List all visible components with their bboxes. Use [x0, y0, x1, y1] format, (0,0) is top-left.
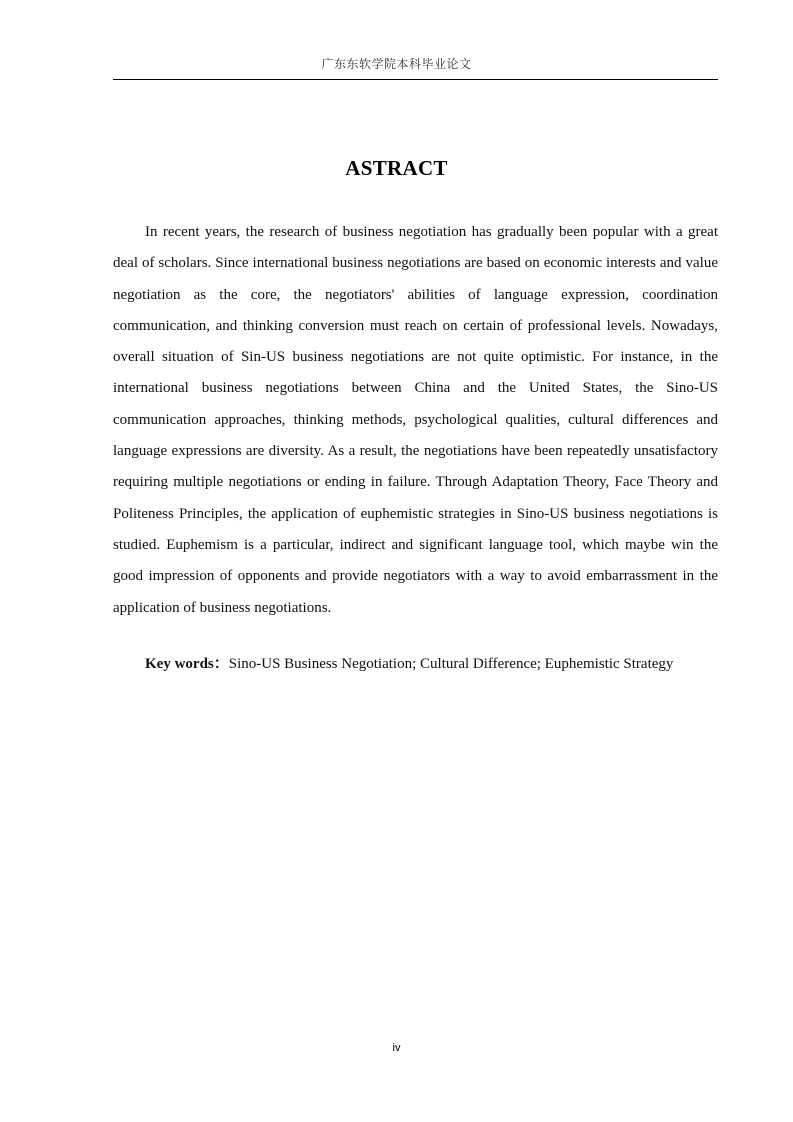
keywords-value: Sino-US Business Negotiation; Cultural Difference; Euphemistic Strategy — [228, 656, 674, 672]
header-divider — [113, 79, 718, 80]
running-header: 广东东软学院本科毕业论文 — [321, 57, 472, 71]
keywords-line — [145, 652, 735, 676]
page-title: ASTRACT — [345, 156, 448, 180]
abstract-paragraph: In recent years, the research of business negotiation has gradually been popular with a great deal of scholars. Since international business negotiations are based on economic interests and value negotiation as the core, the negotiators' abilities of language expression, coordination communication, and thinking conversion must reach on certain of professional levels. Nowadays, overall situation of Sin-US business negotiations are not quite optimistic. For instance, in the international business negotiations between China and the United States, the Sino-US communication approaches, thinking methods, psychological qualities, cultural differences and language expressions are diversity. As a result, the negotiations have been repeatedly unsatisfactory requiring multiple negotiations or ending in failure. Through Adaptation Theory, Face Theory and Politeness Principles, the application of euphemistic strategies in Sino-US business negotiations is studied. Euphemism is a particular, indirect and significant language tool, which maybe win the good impression of opponents and provide negotiators with a way to avoid embarrassment in the application of business negotiations. — [113, 224, 718, 616]
keywords-label: Key words： — [145, 656, 229, 672]
page-number: iv — [392, 1042, 401, 1054]
